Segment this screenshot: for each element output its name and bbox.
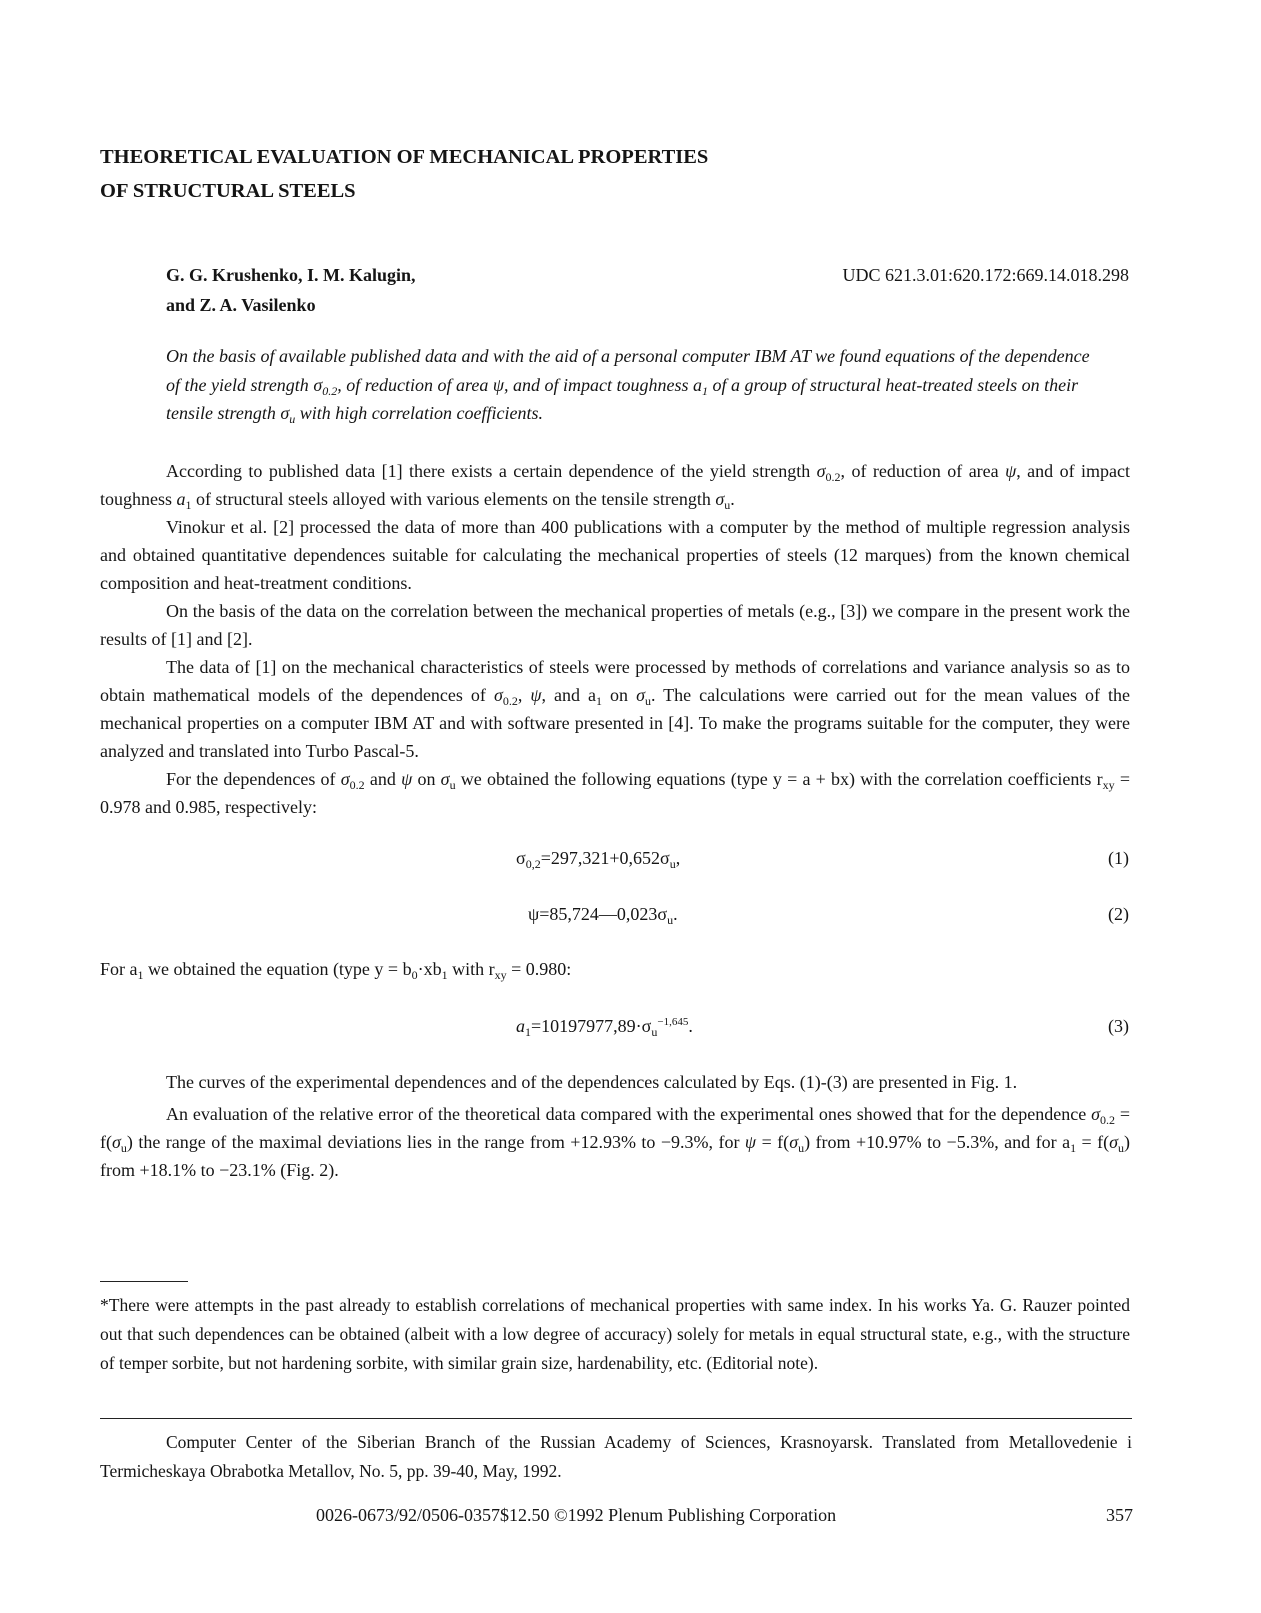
equation-3-expression: $a_1=10197977,89\cdot\sigma_u^{-1,645}$.	[516, 1016, 693, 1039]
body-text-continued	[100, 1068, 1130, 1184]
paragraph-8: An evaluation of the relative error of the theoretical data compared with the experimental ones showed that for the dependence $\sigma_{0.2} = f(\sigma_u)$ the range of the maximal deviations lies in the range from +12.93% to −9.3%, for $\psi = f(\sigma_u)$ from +10.97% to −5.3%, and for $a_1 = f(\sigma_u)$ from +18.1% to −23.1% (Fig. 2).	[100, 1104, 1131, 1180]
udc-code: UDC 621.3.01:620.172:669.14.018.298	[842, 265, 1129, 285]
title-line-1: THEORETICAL EVALUATION OF MECHANICAL PROPERTIES	[100, 146, 709, 168]
page-number: 357	[1106, 1505, 1133, 1525]
paragraph-1: According to published data [1] there exists a certain dependence of the yield strength $\sigma_{0.2}$, of reduction of area ψ, and of impact toughness $a_1$ of structural steels alloyed with various elements on the tensile strength $\sigma_u$.	[100, 461, 1130, 512]
equation-2-expression: $\psi=85,724—0,023\sigma_u$.	[528, 904, 678, 927]
paragraph-2: Vinokur et al. [2] processed the data of more than 400 publications with a computer by the method of multiple regression analysis and obtained quantitative dependences suitable for calculating the mechanical properties of steels (12 marques) from the known chemical composition and heat-treatment conditions.	[100, 517, 1130, 593]
authors	[166, 260, 416, 320]
paragraph-6: For $a_1$ we obtained the equation (type $y = b_0\cdot xb_1$ with $r_{xy} = 0.980$:	[100, 959, 572, 982]
equation-1-number: (1)	[1108, 848, 1129, 868]
paragraph-7: The curves of the experimental dependences and of the dependences calculated by Eqs. (1)-(3) are presented in Fig. 1.	[166, 1072, 1018, 1092]
paragraph-3: On the basis of the data on the correlation between the mechanical properties of metals (e.g., [3]) we compare in the present work the results of [1] and [2].	[100, 601, 1130, 649]
body-text	[100, 457, 1130, 821]
authors-line-1: G. G. Krushenko, I. M. Kalugin,	[166, 265, 416, 285]
footnote-divider	[100, 1281, 188, 1282]
paragraph-4: The data of [1] on the mechanical characteristics of steels were processed by methods of correlations and variance analysis so as to obtain mathematical models of the dependences of $\sigma_{0.2}$, ψ, and $a_1$ on $\sigma_u$. The calculations were carried out for the mean values of the mechanical properties on a computer IBM AT and with software presented in [4]. To make the programs suitable for the computer, they were analyzed and translated into Turbo Pascal-5.	[100, 657, 1131, 761]
title-line-2: OF STRUCTURAL STEELS	[100, 180, 356, 202]
equation-1	[0, 843, 1261, 873]
equation-2	[0, 899, 1261, 929]
equation-2-number: (2)	[1108, 904, 1129, 924]
footnote: *There were attempts in the past already to establish correlations of mechanical properties with same index. In his works Ya. G. Rauzer pointed out that such dependences can be obtained (albeit with a low degree of accuracy) solely for metals in equal structural state, e.g., with the structure of temper sorbite, but not hardening sorbite, with similar grain size, hardenability, etc. (Editorial note).	[100, 1295, 1130, 1373]
equation-1-expression: $\sigma_{0,2}=297,321+0,652\sigma_u$,	[516, 848, 681, 871]
issn-copyright: 0026-0673/92/0506-0357$12.50 ©1992 Plenum Publishing Corporation	[316, 1505, 837, 1525]
affiliation-divider	[100, 1418, 1132, 1419]
authors-line-2: and Z. A. Vasilenko	[166, 295, 316, 315]
abstract: On the basis of available published data and with the aid of a personal computer IBM AT we found equations of the dependence of the yield strength $\sigma_{0.2}$, of reduction of area ψ, and of impact toughness $a_1$ of a group of structural heat-treated steels on their tensile strength $\sigma_u$ with high correlation coefficients.	[166, 346, 1090, 426]
equation-3	[0, 1011, 1261, 1041]
paragraph-5: For the dependences of $\sigma_{0.2}$ and ψ on $\sigma_u$ we obtained the following equations (type y = a + bx) with the correlation coefficients $r_{xy} = 0.978$ and 0.985, respectively:	[100, 769, 1130, 817]
equation-3-number: (3)	[1108, 1016, 1129, 1036]
paper-title	[100, 140, 1000, 208]
affiliation: Computer Center of the Siberian Branch of the Russian Academy of Sciences, Krasnoyarsk. Translated from Metallovedenie i Termicheskaya Obrabotka Metallov, No. 5, pp. 39-40, May, 1992.	[100, 1432, 1132, 1481]
